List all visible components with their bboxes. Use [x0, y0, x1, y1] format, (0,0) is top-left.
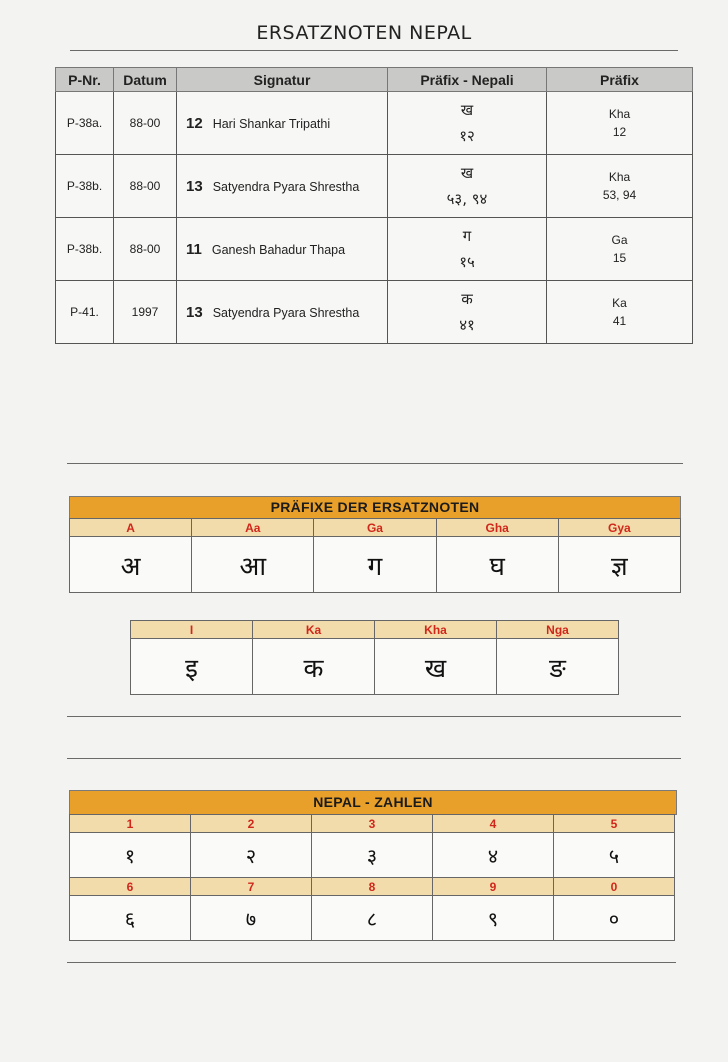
cell-prefix-nepali	[388, 92, 547, 155]
number-glyph: ७	[191, 896, 312, 941]
number-glyph: ९	[433, 896, 554, 941]
title-rule	[70, 50, 678, 51]
prefix-glyph: ङ	[497, 639, 619, 695]
prefix-glyph: आ	[192, 537, 314, 593]
number-glyph: १	[70, 833, 191, 878]
table-row	[56, 281, 693, 344]
number-label: 7	[191, 878, 312, 896]
cell-pnr: P-38a.	[56, 92, 114, 155]
divider-rule	[67, 716, 681, 717]
number-label: 4	[433, 815, 554, 833]
numbers-section-title: NEPAL - ZAHLEN	[69, 790, 677, 815]
prefix-latin-letter: Ga	[611, 233, 628, 247]
prefix-latin-letter: Kha	[608, 170, 631, 184]
prefix-label: Ga	[314, 519, 436, 537]
prefix-latin-letter: Ka	[612, 296, 627, 310]
number-label: 0	[554, 878, 675, 896]
prefix-label: Aa	[192, 519, 314, 537]
table-row	[56, 92, 693, 155]
number-glyph: ४	[433, 833, 554, 878]
number-label: 3	[312, 815, 433, 833]
prefix-glyph: अ	[70, 537, 192, 593]
column-header-signatur: Signatur	[177, 68, 388, 92]
number-glyph: ८	[312, 896, 433, 941]
prefix-label-row	[70, 519, 681, 537]
page-title: ERSATZNOTEN NEPAL	[256, 22, 472, 44]
prefix-glyph: क	[253, 639, 375, 695]
divider-rule	[67, 758, 681, 759]
signature-number: 13	[186, 303, 203, 321]
number-glyph: ३	[312, 833, 433, 878]
cell-prefix	[547, 92, 693, 155]
signature-number: 12	[186, 114, 203, 132]
prefix-section-title: PRÄFIXE DER ERSATZNOTEN	[69, 496, 681, 519]
prefix-label: Ka	[253, 621, 375, 639]
prefix-devanagari-number: ४१	[459, 316, 475, 334]
number-label: 1	[70, 815, 191, 833]
prefix-devanagari-number: ५३, ९४	[446, 190, 488, 208]
number-label: 8	[312, 878, 433, 896]
cell-signatur	[177, 92, 388, 155]
prefix-label-row	[131, 621, 619, 639]
prefix-latin-number: 41	[612, 314, 627, 328]
prefix-glyph: ज्ञ	[558, 537, 680, 593]
prefix-devanagari-number: १२	[459, 127, 475, 145]
prefix-devanagari-letter: क	[461, 290, 473, 308]
prefix-label: Gya	[558, 519, 680, 537]
table-row	[56, 218, 693, 281]
cell-prefix	[547, 155, 693, 218]
cell-pnr: P-38b.	[56, 155, 114, 218]
cell-pnr: P-41.	[56, 281, 114, 344]
number-glyph: ६	[70, 896, 191, 941]
number-label: 2	[191, 815, 312, 833]
signature-name: Satyendra Pyara Shrestha	[212, 305, 360, 320]
numbers-table	[69, 814, 675, 941]
cell-prefix	[547, 218, 693, 281]
cell-prefix-nepali	[388, 155, 547, 218]
signature-name: Hari Shankar Tripathi	[212, 116, 331, 131]
divider-rule	[67, 463, 683, 464]
cell-signatur	[177, 155, 388, 218]
number-glyph: ५	[554, 833, 675, 878]
number-label: 6	[70, 878, 191, 896]
number-label: 5	[554, 815, 675, 833]
prefix-label: A	[70, 519, 192, 537]
prefix-latin-letter: Kha	[608, 107, 631, 121]
divider-rule	[67, 962, 676, 963]
prefix-glyph-row	[131, 639, 619, 695]
number-glyph: २	[191, 833, 312, 878]
cell-datum: 1997	[114, 281, 177, 344]
cell-prefix-nepali	[388, 218, 547, 281]
column-header-pnr: P-Nr.	[56, 68, 114, 92]
prefix-glyph-row	[70, 537, 681, 593]
number-glyph-row	[70, 896, 675, 941]
prefix-table-row1	[69, 518, 681, 593]
cell-signatur	[177, 218, 388, 281]
number-label-row	[70, 815, 675, 833]
prefix-devanagari-letter: ख	[460, 101, 474, 119]
prefix-label: Nga	[497, 621, 619, 639]
prefix-label: I	[131, 621, 253, 639]
prefix-label: Kha	[375, 621, 497, 639]
cell-signatur	[177, 281, 388, 344]
prefix-glyph: घ	[436, 537, 558, 593]
prefix-glyph: ग	[314, 537, 436, 593]
number-label-row	[70, 878, 675, 896]
prefix-table-row2	[130, 620, 619, 695]
prefix-latin-number: 53, 94	[602, 188, 637, 202]
banknote-table	[55, 67, 693, 344]
signature-number: 11	[186, 240, 202, 258]
cell-datum: 88-00	[114, 218, 177, 281]
number-label: 9	[433, 878, 554, 896]
cell-pnr: P-38b.	[56, 218, 114, 281]
cell-datum: 88-00	[114, 92, 177, 155]
table-row	[56, 155, 693, 218]
column-header-praefix: Präfix	[547, 68, 693, 92]
cell-datum: 88-00	[114, 155, 177, 218]
prefix-devanagari-number: १५	[459, 253, 475, 271]
prefix-latin-number: 12	[612, 125, 627, 139]
signature-name: Satyendra Pyara Shrestha	[212, 179, 360, 194]
prefix-latin-number: 15	[612, 251, 627, 265]
prefix-label: Gha	[436, 519, 558, 537]
signature-name: Ganesh Bahadur Thapa	[211, 242, 346, 257]
signature-number: 13	[186, 177, 203, 195]
number-glyph-row	[70, 833, 675, 878]
prefix-glyph: ख	[375, 639, 497, 695]
prefix-devanagari-letter: ख	[460, 164, 474, 182]
cell-prefix-nepali	[388, 281, 547, 344]
prefix-glyph: इ	[131, 639, 253, 695]
prefix-devanagari-letter: ग	[462, 227, 472, 245]
number-glyph: ०	[554, 896, 675, 941]
cell-prefix	[547, 281, 693, 344]
column-header-praefix-nepali: Präfix - Nepali	[388, 68, 547, 92]
column-header-datum: Datum	[114, 68, 177, 92]
table-header-row	[56, 68, 693, 92]
